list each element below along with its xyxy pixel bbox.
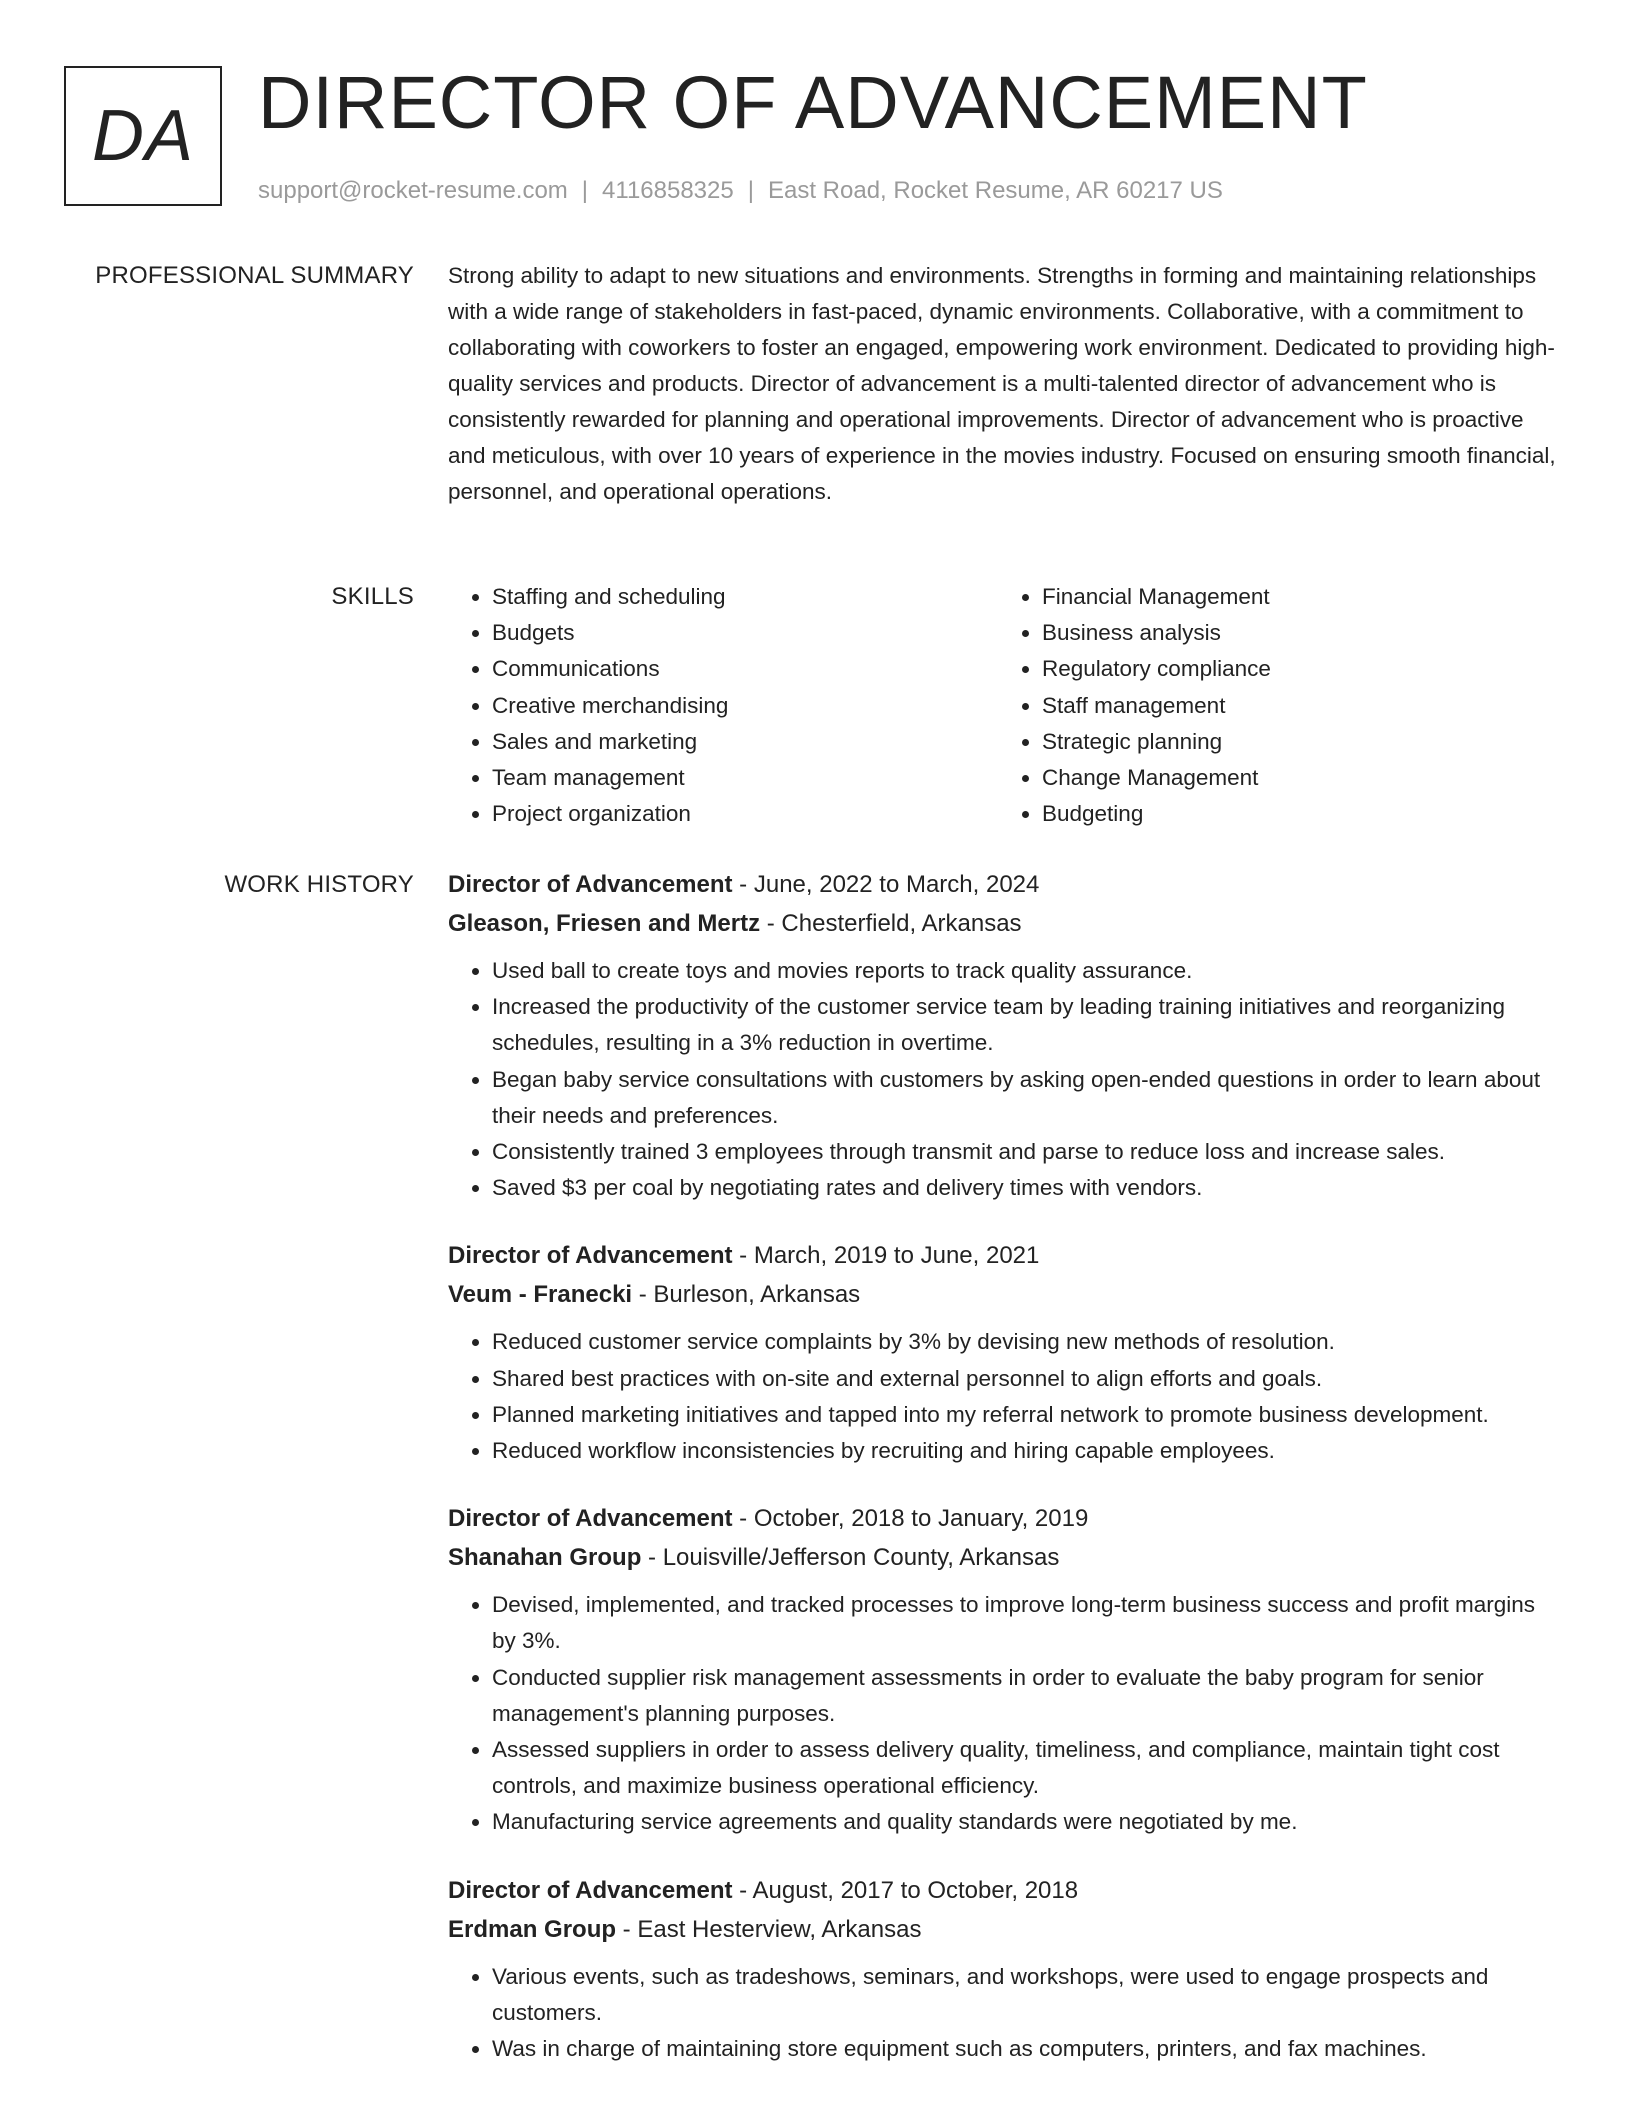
- work-history-heading: WORK HISTORY: [224, 871, 414, 898]
- job-dates: October, 2018 to January, 2019: [753, 1505, 1089, 1533]
- contact-line: [258, 174, 1223, 208]
- dash: -: [641, 1544, 663, 1572]
- dash: -: [732, 1505, 754, 1533]
- job-bullet: • Increased the productivity of the customer service team by leading training initiatives and reorganizing schedules, resulting in a 3% reduction in overtime.: [492, 989, 1564, 1061]
- job-dates: August, 2017 to October, 2018: [752, 1876, 1079, 1904]
- job-bullet: • Shared best practices with on-site and external personnel to align efforts and goals.: [492, 1361, 1564, 1397]
- skills-heading: SKILLS: [331, 583, 414, 610]
- job-bullet: • Manufacturing service agreements and quality standards were negotiated by me.: [492, 1804, 1564, 1840]
- job-company: Gleason, Friesen and Mertz: [448, 910, 761, 937]
- job-bullet: • Saved $3 per coal by negotiating rates and delivery times with vendors.: [492, 1170, 1564, 1206]
- skill-item: • Project organization: [492, 796, 998, 832]
- job-location: Chesterfield, Arkansas: [781, 910, 1022, 937]
- job-entry: [448, 1499, 1564, 1840]
- job-entry: [448, 1871, 1564, 2068]
- job-bullet: • Devised, implemented, and tracked processes to improve long-term business success and profit margins by 3%.: [492, 1587, 1564, 1659]
- initials-monogram: DA: [64, 66, 222, 206]
- contact-email[interactable]: support@rocket-resume.com: [258, 177, 568, 204]
- job-bullet: • Used ball to create toys and movies reports to track quality assurance.: [492, 953, 1564, 989]
- skills-body: [448, 579, 1564, 832]
- contact-address: East Road, Rocket Resume, AR 60217 US: [767, 177, 1223, 204]
- job-role: Director of Advancement: [448, 1876, 733, 1904]
- summary-text: Strong ability to adapt to new situations and environments. Strengths in forming and maintaining relationships with a wide range of stakeholders in fast-paced, dynamic environments. Collaborative, with a commitment to collaborating with coworkers to foster an engaged, empowering work environment. Dedicated to providing high-quality services and products. Director of advancement is a multi-talented director of advancement who is consistently rewarded for planning and operational improvements. Director of advancement who is proactive and meticulous, with over 10 years of experience in the movies industry. Focused on ensuring smooth financial, personnel, and operational operations.: [448, 263, 1556, 504]
- job-entry: [448, 865, 1564, 1206]
- job-role: Director of Advancement: [448, 871, 733, 898]
- job-entry: [448, 1236, 1564, 1469]
- skill-item: • Change Management: [1042, 760, 1548, 796]
- job-location: East Hesterview, Arkansas: [637, 1915, 922, 1943]
- work-history-body: [448, 865, 1564, 2097]
- dash: -: [760, 910, 782, 937]
- dash: -: [732, 871, 754, 898]
- job-company-line: [448, 1910, 1564, 1949]
- job-bullets: [448, 1587, 1564, 1840]
- contact-phone[interactable]: 4116858325: [602, 177, 734, 204]
- skill-item: • Business analysis: [1042, 615, 1548, 651]
- summary-body: [448, 258, 1564, 510]
- contact-separator: |: [581, 177, 589, 204]
- job-dates: June, 2022 to March, 2024: [753, 871, 1040, 898]
- skill-item: • Strategic planning: [1042, 724, 1548, 760]
- job-location: Louisville/Jefferson County, Arkansas: [662, 1544, 1060, 1572]
- skill-item: • Budgeting: [1042, 796, 1548, 832]
- job-company-line: [448, 1275, 1564, 1314]
- skill-item: • Team management: [492, 760, 998, 796]
- contact-separator: |: [747, 177, 754, 204]
- job-bullet: • Assessed suppliers in order to assess delivery quality, timeliness, and compliance, maintain tight cost controls, and maximize business operational efficiency.: [492, 1732, 1564, 1804]
- skill-item: • Staffing and scheduling: [492, 579, 998, 615]
- job-role: Director of Advancement: [448, 1505, 733, 1533]
- skill-item: • Staff management: [1042, 688, 1548, 724]
- job-company-line: [448, 1538, 1564, 1577]
- job-company-line: [448, 904, 1564, 943]
- job-role: Director of Advancement: [448, 1242, 733, 1270]
- job-company: Veum - Franecki: [448, 1281, 633, 1309]
- resume-name: DIRECTOR OF ADVANCEMENT: [258, 61, 1368, 144]
- summary-heading: PROFESSIONAL SUMMARY: [95, 262, 414, 289]
- dash: -: [732, 1876, 753, 1904]
- job-bullet: • Planned marketing initiatives and tapped into my referral network to promote business development.: [492, 1397, 1564, 1433]
- skill-item: • Budgets: [492, 615, 998, 651]
- dash: -: [632, 1281, 654, 1309]
- skills-list-right: [998, 579, 1548, 832]
- job-title-line: [448, 1499, 1564, 1538]
- job-bullet: • Various events, such as tradeshows, seminars, and workshops, were used to engage prospects and customers.: [492, 1959, 1564, 2031]
- dash: -: [732, 1242, 754, 1270]
- skill-item: • Creative merchandising: [492, 688, 998, 724]
- job-company: Erdman Group: [448, 1915, 617, 1943]
- job-bullets: [448, 953, 1564, 1206]
- job-bullet: • Conducted supplier risk management assessments in order to evaluate the baby program for senior management's planning purposes.: [492, 1660, 1564, 1732]
- skill-item: • Financial Management: [1042, 579, 1548, 615]
- skill-item: • Communications: [492, 651, 998, 687]
- skills-list-left: [448, 579, 998, 832]
- job-bullet: • Began baby service consultations with customers by asking open-ended questions in order to learn about their needs and preferences.: [492, 1062, 1564, 1134]
- job-dates: March, 2019 to June, 2021: [753, 1242, 1040, 1270]
- job-title-line: [448, 1236, 1564, 1275]
- job-bullets: [448, 1959, 1564, 2068]
- job-bullet: • Reduced customer service complaints by 3% by devising new methods of resolution.: [492, 1324, 1564, 1360]
- job-bullet: • Was in charge of maintaining store equipment such as computers, printers, and fax machines.: [492, 2031, 1564, 2067]
- skill-item: • Regulatory compliance: [1042, 651, 1548, 687]
- job-title-line: [448, 1871, 1564, 1910]
- job-bullet: • Reduced workflow inconsistencies by recruiting and hiring capable employees.: [492, 1433, 1564, 1469]
- job-company: Shanahan Group: [448, 1544, 642, 1572]
- job-title-line: [448, 865, 1564, 904]
- job-location: Burleson, Arkansas: [653, 1281, 861, 1309]
- job-bullet: • Consistently trained 3 employees through transmit and parse to reduce loss and increase sales.: [492, 1134, 1564, 1170]
- job-bullets: [448, 1324, 1564, 1469]
- skill-item: • Sales and marketing: [492, 724, 998, 760]
- dash: -: [616, 1915, 638, 1943]
